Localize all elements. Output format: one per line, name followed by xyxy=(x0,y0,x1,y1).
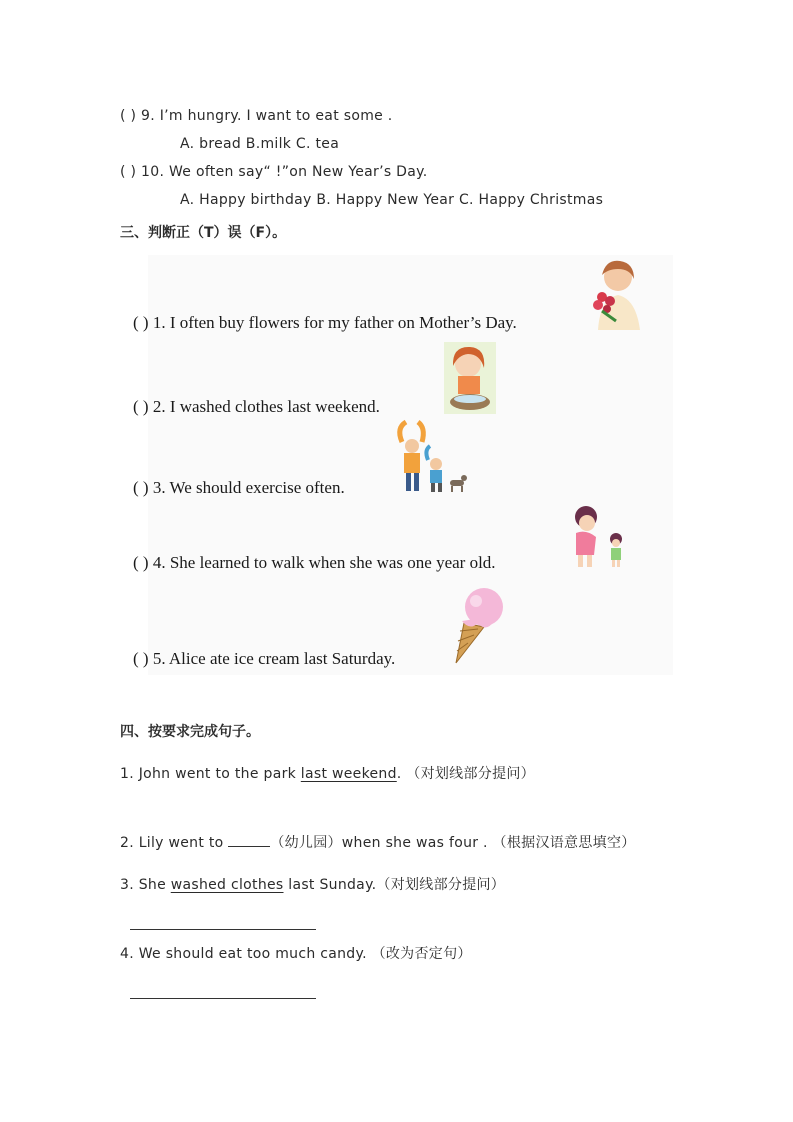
rewrite-question-4: 4. We should eat too much candy. （改为否定句） xyxy=(120,946,472,962)
tf-item-5: ( ) 5. Alice ate ice cream last Saturday. xyxy=(133,649,396,668)
answer-paren[interactable]: ( ) xyxy=(120,164,137,180)
q2-suffix: （幼儿园）when she was four . （根据汉语意思填空） xyxy=(270,835,636,851)
answer-line[interactable] xyxy=(130,929,316,930)
question-9-text: 9. I’m hungry. I want to eat some . xyxy=(141,108,393,124)
family-exercising-icon xyxy=(396,420,471,495)
q2-prefix: 2. Lily went to xyxy=(120,835,229,851)
question-10 xyxy=(120,164,427,180)
q1-suffix: . （对划线部分提问） xyxy=(396,766,535,782)
question-10-options: A. Happy birthday B. Happy New Year C. Happy Christmas xyxy=(180,192,604,208)
question-10-text: 10. We often say“ !”on New Year’s Day. xyxy=(141,164,428,180)
mother-and-toddler-icon xyxy=(568,503,630,571)
q3-prefix: 3. She xyxy=(120,877,171,893)
rewrite-question-1 xyxy=(120,763,535,783)
girl-washing-clothes-icon xyxy=(444,342,496,414)
rewrite-question-3 xyxy=(120,874,505,894)
question-9 xyxy=(120,108,393,124)
section-3-title: 三、判断正（T）误（F）。 xyxy=(120,225,287,241)
rewrite-question-2 xyxy=(120,832,636,852)
tf-item-1: ( ) 1. I often buy flowers for my father on Mother’s Day. xyxy=(133,313,517,332)
answer-blank[interactable] xyxy=(228,832,270,847)
answer-paren[interactable]: ( ) xyxy=(120,108,137,124)
tf-item-2: ( ) 2. I washed clothes last weekend. xyxy=(133,397,380,416)
q3-underlined: washed clothes xyxy=(170,877,284,893)
q1-underlined: last weekend xyxy=(300,766,397,782)
tf-item-4: ( ) 4. She learned to walk when she was one year old. xyxy=(133,553,496,572)
question-9-options: A. bread B.milk C. tea xyxy=(180,136,340,152)
answer-line[interactable] xyxy=(130,998,316,999)
q1-prefix: 1. John went to the park xyxy=(120,766,301,782)
ice-cream-cone-icon xyxy=(448,587,510,665)
q3-suffix: last Sunday.（对划线部分提问） xyxy=(283,877,506,893)
tf-item-3: ( ) 3. We should exercise often. xyxy=(133,478,345,497)
mother-with-flowers-icon xyxy=(588,255,648,330)
section-4-title: 四、按要求完成句子。 xyxy=(120,724,260,740)
